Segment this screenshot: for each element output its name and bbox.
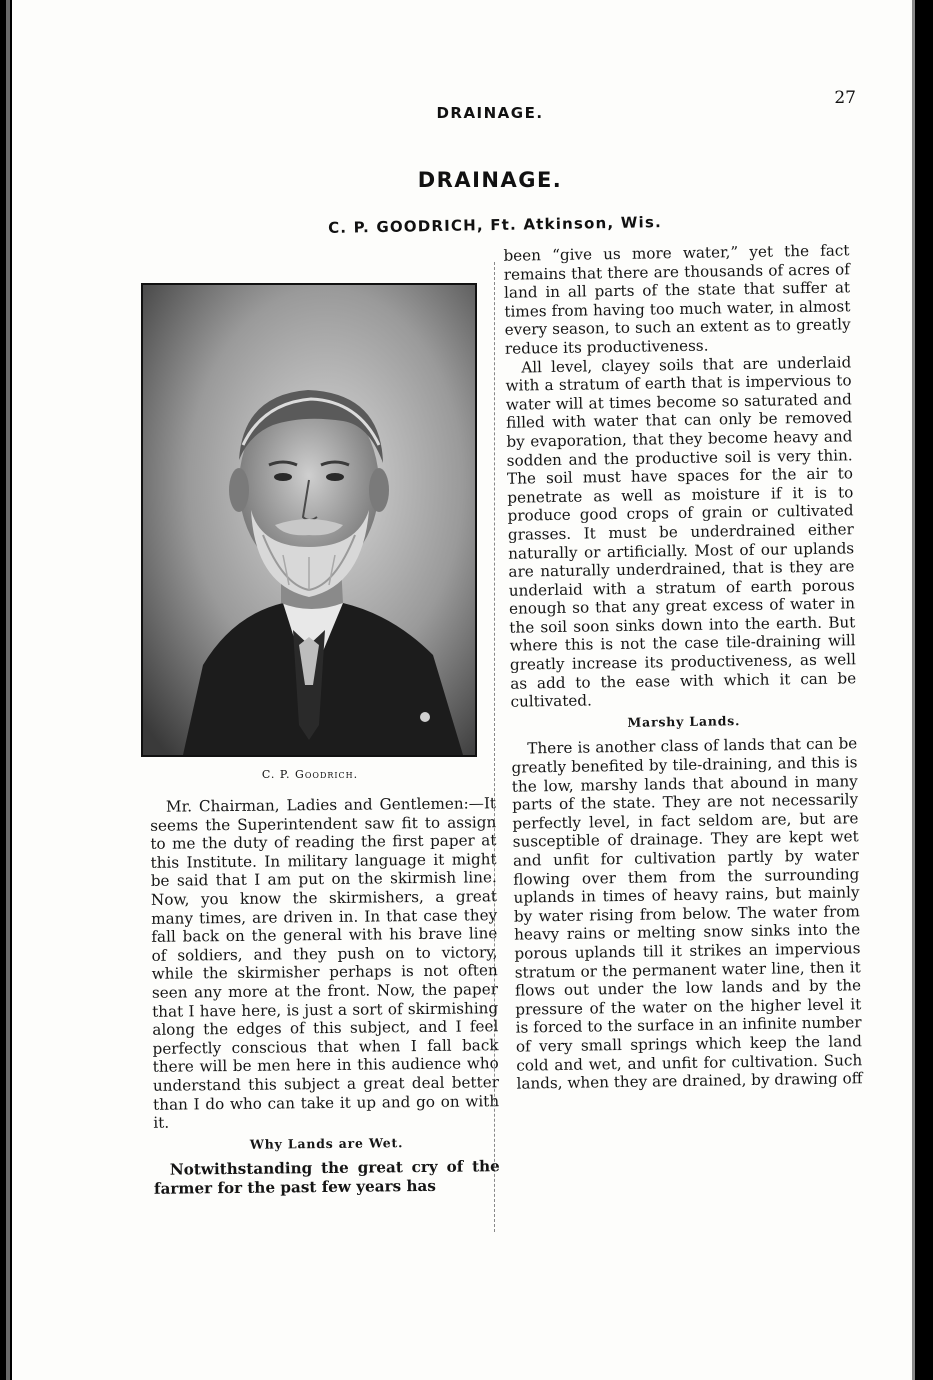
subhead-why-lands-are-wet: Why Lands are Wet. [249, 1134, 404, 1152]
paper-right-edge [912, 0, 915, 1380]
running-head: DRAINAGE. [436, 104, 544, 122]
book-spine-edge [6, 0, 10, 1380]
author-portrait-photo [141, 283, 477, 757]
portrait-caption: C. P. Goodrich. [261, 768, 359, 781]
subhead-marshy-lands: Marshy Lands. [627, 712, 741, 730]
article-title: DRAINAGE. [417, 168, 563, 192]
right-paragraph-3: There is another class of lands that can be greatly benefited by tile-draining, and this is the low, marshy lands that abound in many parts of the state. They are not necessarily perfectly level, in fact seldom are, but are susceptible of drainage. They are kept wet and unfit for cultivation partly by water flowing over them from the surrounding uplands in times of heavy rains, but mainly by water rising from below. The water from heavy rains or melting snow sinks into the porous uplands till it strikes an impervious stratum or the permanent water line, then it flows out under the low lands and by the pressure of the water on the higher level it is forced to the surface in an infinite number of very small springs which keep the land cold and wet, and unfit for cultivation. Such lands, when they are drained, by drawing off [511, 734, 863, 1093]
left-paragraph-2: Notwithstanding the great cry of the farmer for the past few years has [153, 1157, 500, 1198]
left-column [150, 794, 500, 1198]
right-column [503, 241, 862, 1093]
article-byline: C. P. GOODRICH, Ft. Atkinson, Wis. [327, 213, 663, 237]
page-number: 27 [834, 88, 856, 108]
portrait-illustration [143, 285, 475, 755]
right-paragraph-1: been “give us more water,” yet the fact remains that there are thousands of acres of land in all parts of the state that suffer at times from having too much water, in almost every season, to such an extent as to greatly reduce its productiveness. [503, 241, 851, 358]
left-paragraph-1: Mr. Chairman, Ladies and Gentlemen:—It seems the Superintendent saw fit to assign to me the duty of reading the first paper at this Institute. In military language it might be said that I am put on the skirmish line. Now, you know the skirmishers, a great many times, are driven in. In that case they fall back on the general with his brave line of soldiers, and they push on to victory, while the skirmisher perhaps is not often seen any more at the front. Now, the paper that I have here, is just a sort of skirmishing along the edges of this subject, and I feel perfectly conscious that when I fall back there will be men here in this audience who understand this subject a great deal better than I do who can take it up and go on with it. [150, 794, 500, 1132]
right-paragraph-2: All level, clayey soils that are underlaid with a stratum of earth that is impervious to water will at times become so saturated and filled with water that can only be removed by evaporation, that they become heavy and sodden and the productive soil is very thin. The soil must have spaces for the air to penetrate as well as moisture if it is to produce good crops of grain or cultivated grasses. It must be underdrained either naturally or artificially. Most of our uplands are naturally underdrained, that is they are underlaid with a stratum of earth porous enough so that any great excess of water in the soil soon sinks down into the earth. But where this is not the case tile-draining will greatly increase its productiveness, as well as add to the ease with which it can be cultivated. [505, 352, 857, 711]
